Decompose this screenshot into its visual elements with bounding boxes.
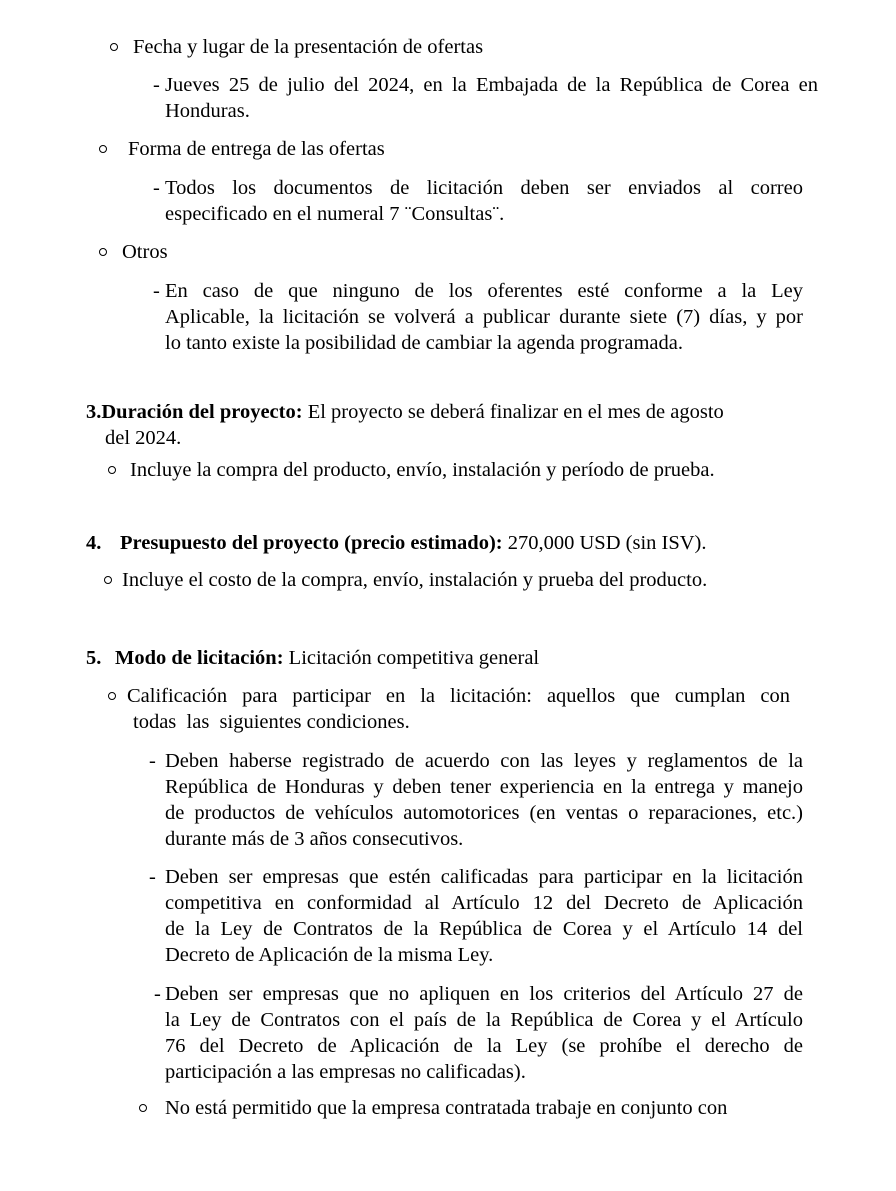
- bullet-circle-icon: [139, 1104, 147, 1112]
- calificacion-line-2: todas las siguientes condiciones.: [133, 711, 410, 733]
- condition-2-line-2: competitiva en conformidad al Artículo 12 del Decreto de Aplicación: [165, 892, 803, 914]
- dash-marker: -: [154, 983, 161, 1005]
- otros-detail-line-2: Aplicable, la licitación se volverá a publicar durante siete (7) días, y por: [165, 306, 803, 328]
- last-bullet: No está permitido que la empresa contratada trabaje en conjunto con: [165, 1097, 728, 1119]
- condition-1-line-2: República de Honduras y deben tener experiencia en la entrega y manejo: [165, 776, 803, 798]
- condition-1-line-3: de productos de vehículos automotorices (en ventas o reparaciones, etc.): [165, 802, 803, 824]
- section-5-text: Licitación competitiva general: [283, 647, 540, 669]
- otros-label: Otros: [122, 241, 168, 263]
- condition-2-line-4: Decreto de Aplicación de la misma Ley.: [165, 944, 494, 966]
- fecha-detail-line-1: Jueves 25 de julio del 2024, en la Embajada de la República de Corea en: [165, 74, 818, 96]
- dash-marker: -: [153, 74, 160, 96]
- section-3-text: El proyecto se deberá finalizar en el mes de agosto: [302, 401, 724, 423]
- forma-label: Forma de entrega de las ofertas: [128, 138, 385, 160]
- section-4-number: 4.: [86, 532, 102, 554]
- condition-1-line-1: Deben haberse registrado de acuerdo con las leyes y reglamentos de la: [165, 750, 803, 772]
- fecha-label: Fecha y lugar de la presentación de ofertas: [133, 36, 484, 58]
- fecha-detail-line-2: Honduras.: [165, 100, 250, 122]
- condition-1-line-4: durante más de 3 años consecutivos.: [165, 828, 464, 850]
- condition-2-line-3: de la Ley de Contratos de la República de Corea y el Artículo 14 del: [165, 918, 803, 940]
- section-3-heading: [86, 399, 724, 425]
- bullet-circle-icon: [110, 43, 118, 51]
- calificacion-line-1: Calificación para participar en la licitación: aquellos que cumplan con: [127, 685, 790, 707]
- dash-marker: -: [149, 750, 156, 772]
- section-4-text: 270,000 USD (sin ISV).: [502, 532, 707, 554]
- condition-2-line-1: Deben ser empresas que estén calificadas para participar en la licitación: [165, 866, 803, 888]
- otros-detail-line-3: lo tanto existe la posibilidad de cambiar la agenda programada.: [165, 332, 684, 354]
- bullet-circle-icon: [104, 576, 112, 584]
- section-4-bullet: Incluye el costo de la compra, envío, instalación y prueba del producto.: [122, 569, 708, 591]
- section-4-heading: [86, 530, 707, 556]
- section-5-number: 5.: [86, 647, 102, 669]
- section-3-text-line-2: del 2024.: [105, 427, 182, 449]
- condition-3-line-3: 76 del Decreto de Aplicación de la Ley (se prohíbe el derecho de: [165, 1035, 803, 1057]
- condition-3-line-2: la Ley de Contratos con el país de la República de Corea y el Artículo: [165, 1009, 803, 1031]
- section-5-heading: [86, 645, 539, 671]
- bullet-circle-icon: [108, 692, 116, 700]
- forma-detail-line-2: especificado en el numeral 7 ¨Consultas¨.: [165, 203, 505, 225]
- bullet-circle-icon: [99, 145, 107, 153]
- bullet-circle-icon: [99, 248, 107, 256]
- section-4-title: Presupuesto del proyecto (precio estimado):: [120, 532, 503, 554]
- otros-detail-line-1: En caso de que ninguno de los oferentes esté conforme a la Ley: [165, 280, 803, 302]
- section-5-title: Modo de licitación:: [115, 647, 284, 669]
- dash-marker: -: [153, 177, 160, 199]
- bullet-circle-icon: [108, 466, 116, 474]
- condition-3-line-4: participación a las empresas no calificadas).: [165, 1061, 526, 1083]
- section-3-number: 3.: [86, 401, 102, 423]
- dash-marker: -: [153, 280, 160, 302]
- section-3-title: Duración del proyecto:: [101, 401, 303, 423]
- dash-marker: -: [149, 866, 156, 888]
- condition-3-line-1: Deben ser empresas que no apliquen en los criterios del Artículo 27 de: [165, 983, 803, 1005]
- section-3-bullet: Incluye la compra del producto, envío, instalación y período de prueba.: [130, 459, 715, 481]
- forma-detail-line-1: Todos los documentos de licitación deben ser enviados al correo: [165, 177, 803, 199]
